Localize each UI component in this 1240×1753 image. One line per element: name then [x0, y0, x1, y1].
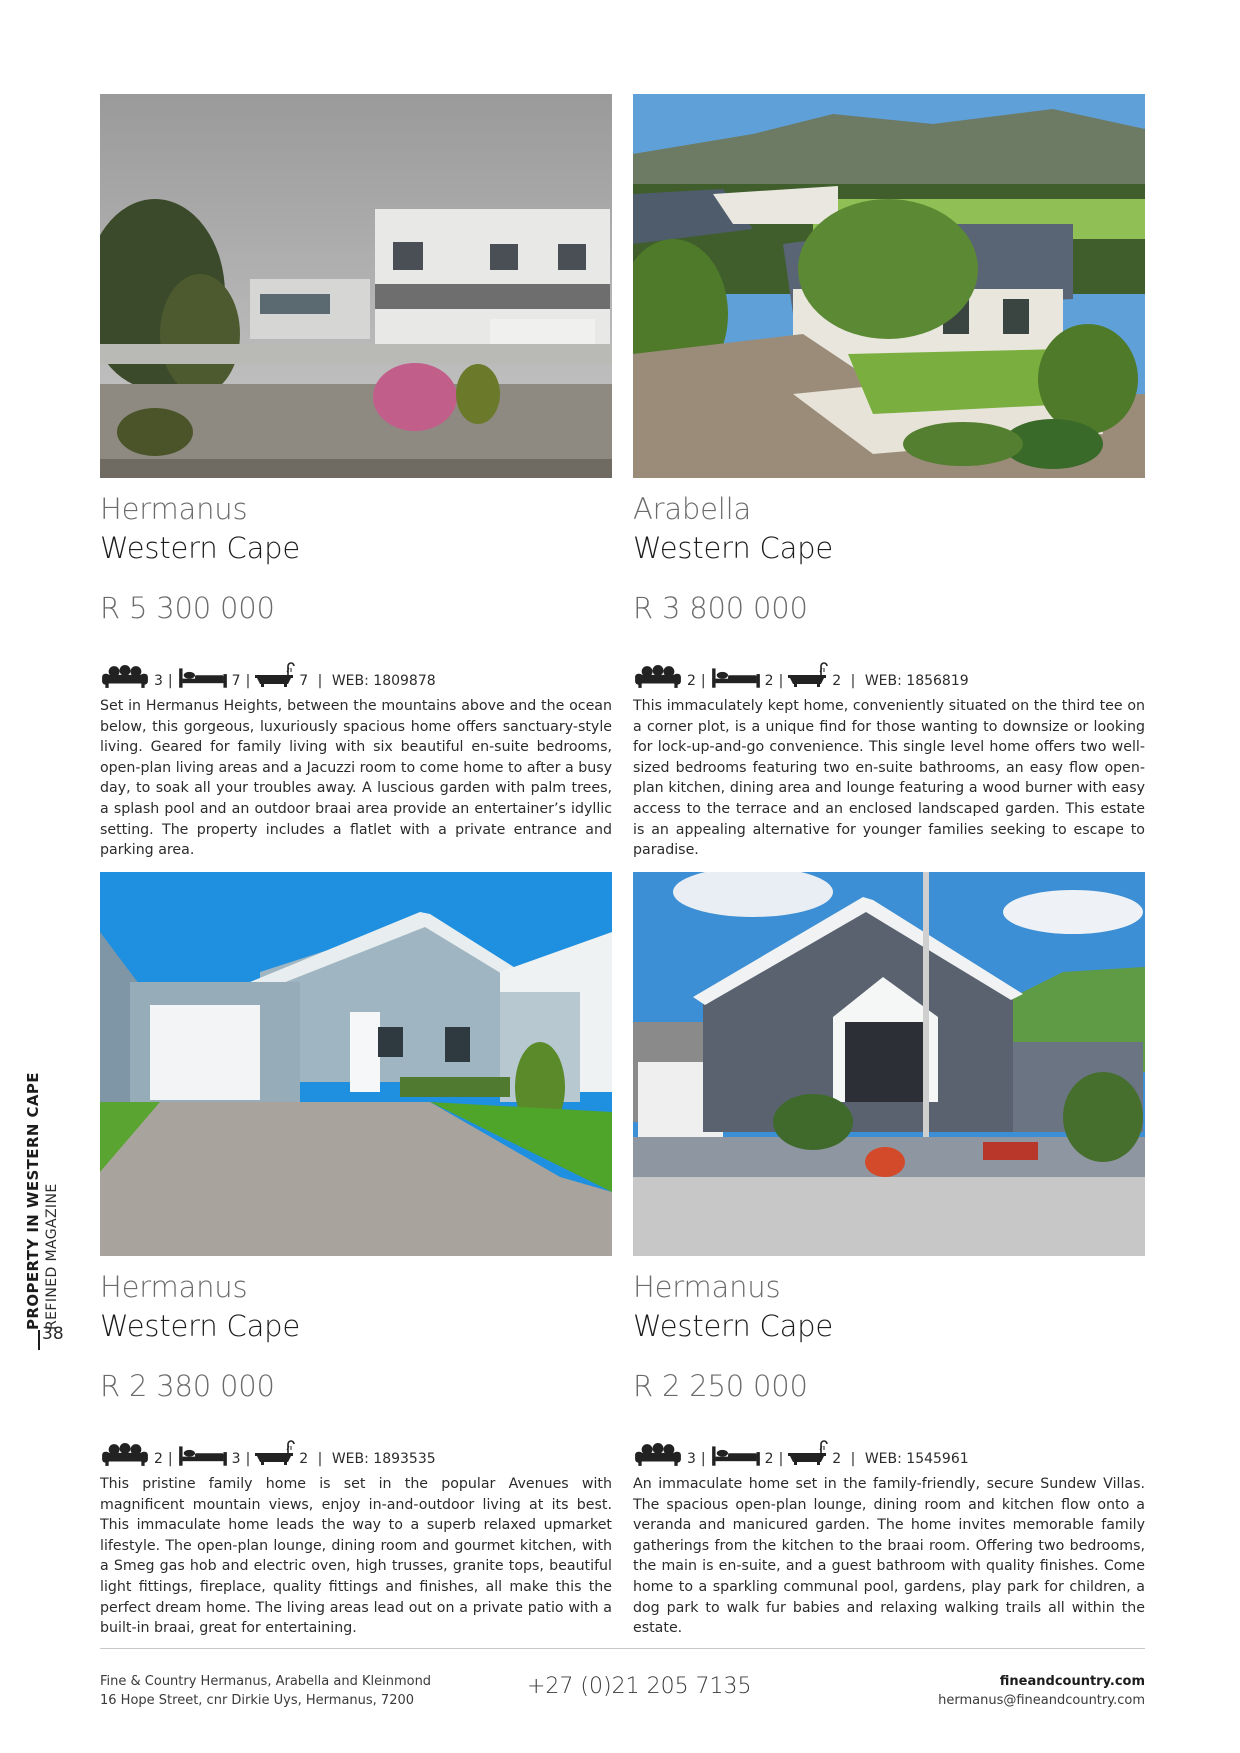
sofa-icon [100, 665, 150, 689]
sidebar-text [24, 1072, 60, 1330]
bed-icon [711, 1444, 761, 1467]
bed-icon [711, 666, 761, 689]
listing-town: Hermanus [100, 492, 248, 526]
listing-photo-1 [100, 94, 612, 478]
listing-specs: 2 | 3 | 2 | WEB: 1893535 [100, 1435, 436, 1467]
listing-description: This pristine family home is set in the popular Avenues with magnificent mountain views, enjoy in-and-outdoor living at its best. This immaculate home leads the way to a superb relaxed upmarket lifestyle. The open-plan lounge, dining room and gourmet kitchen, with a Smeg gas hob and electric oven, high trusses, granite tops, beautiful light fittings, fireplace, quality fittings and finishes, all make this the perfect dream home. The living areas lead out on a private patio with a built-in braai, great for entertaining. [100, 1476, 612, 1637]
footer-divider [100, 1648, 1145, 1649]
web-reference: WEB: 1856819 [864, 673, 969, 689]
sofa-icon [100, 1443, 150, 1467]
office-name: Fine & Country Hermanus, Arabella and Kleinmond [100, 1674, 432, 1689]
listing-region: Western Cape [100, 1309, 301, 1343]
section-title: PROPERTY IN WESTERN CAPE [24, 1072, 42, 1330]
lounge-count: 3 [154, 673, 163, 689]
sofa-icon [633, 1443, 683, 1467]
sidebar-divider [38, 1330, 40, 1350]
listing-photo-2 [633, 94, 1145, 478]
web-reference: WEB: 1893535 [331, 1451, 436, 1467]
listing-price: R 2 380 000 [100, 1369, 275, 1403]
listing-price: R 3 800 000 [633, 591, 808, 625]
listing-description: An immaculate home set in the family-friendly, secure Sundew Villas. The spacious open-plan lounge, dining room and kitchen flow onto a veranda and manicured garden. The home invites memorable family gatherings from the kitchen to the braai room. Offering two bedrooms, the main is en-suite, and a guest bathroom with quality finishes. Come home to a sparkling communal pool, gardens, play park for children, a dog park to walk fur babies and relaxing walking trails all within the estate. [633, 1476, 1145, 1637]
lounge-count: 2 [154, 1451, 163, 1467]
email-link[interactable]: hermanus@fineandcountry.com [938, 1693, 1145, 1708]
bathroom-count: 2 [832, 673, 842, 689]
lounge-count: 3 [687, 1451, 696, 1467]
listing-photo-4 [633, 872, 1145, 1256]
listing-specs: 2 | 2 | 2 | WEB: 1856819 [633, 657, 969, 689]
office-address: 16 Hope Street, cnr Dirkie Uys, Hermanus, 7200 [100, 1693, 415, 1708]
bath-icon [788, 1439, 828, 1467]
bed-icon [178, 1444, 228, 1467]
listing-region: Western Cape [100, 531, 301, 565]
listing-description: This immaculately kept home, conveniently situated on the third tee on a corner plot, is a unique find for those wanting to downsize or looking for lock-up-and-go convenience. This single level home offers two well-sized bedrooms featuring two en-suite bathrooms, an easy flow open-plan kitchen, dining area and lounge featuring a wood burner with easy access to the terrace and an enclosed landscaped garden. This estate is an appealing alternative for younger families seeking to escape to paradise. [633, 698, 1145, 859]
magazine-name: REFINED MAGAZINE [44, 1183, 60, 1330]
lounge-count: 2 [687, 673, 696, 689]
listing-photo-3 [100, 872, 612, 1256]
bedroom-count: 7 [231, 673, 241, 689]
footer-phone[interactable]: +27 (0)21 205 7135 [527, 1674, 752, 1699]
listing-region: Western Cape [633, 531, 834, 565]
footer-contact [938, 1672, 1145, 1710]
web-reference: WEB: 1809878 [331, 673, 436, 689]
listing-specs: 3 | 7 | 7 | WEB: 1809878 [100, 657, 436, 689]
listing-price: R 2 250 000 [633, 1369, 808, 1403]
website-link[interactable]: fineandcountry.com [999, 1674, 1145, 1689]
listing-town: Arabella [633, 492, 752, 526]
web-reference: WEB: 1545961 [864, 1451, 969, 1467]
bath-icon [255, 661, 295, 689]
listing-town: Hermanus [100, 1270, 248, 1304]
bedroom-count: 2 [764, 673, 774, 689]
bedroom-count: 2 [764, 1451, 774, 1467]
bed-icon [178, 666, 228, 689]
bathroom-count: 7 [299, 673, 309, 689]
footer-office [100, 1672, 431, 1710]
bathroom-count: 2 [832, 1451, 842, 1467]
sofa-icon [633, 665, 683, 689]
page-number: 38 [42, 1324, 64, 1344]
bath-icon [788, 661, 828, 689]
listing-price: R 5 300 000 [100, 591, 275, 625]
bedroom-count: 3 [231, 1451, 241, 1467]
listing-town: Hermanus [633, 1270, 781, 1304]
bathroom-count: 2 [299, 1451, 309, 1467]
listing-specs: 3 | 2 | 2 | WEB: 1545961 [633, 1435, 969, 1467]
listing-region: Western Cape [633, 1309, 834, 1343]
bath-icon [255, 1439, 295, 1467]
listing-description: Set in Hermanus Heights, between the mountains above and the ocean below, this gorgeous, luxuriously spacious home offers sanctuary-style living. Geared for family living with six beautiful en-suite bedrooms, open-plan living areas and a Jacuzzi room to come home to after a busy day, to soak all your troubles away. A luscious garden with palm trees, a splash pool and an outdoor braai area provide an entertainer’s idyllic setting. The property includes a flatlet with a private entrance and parking area. [100, 698, 612, 859]
magazine-sidebar [24, 1030, 84, 1360]
